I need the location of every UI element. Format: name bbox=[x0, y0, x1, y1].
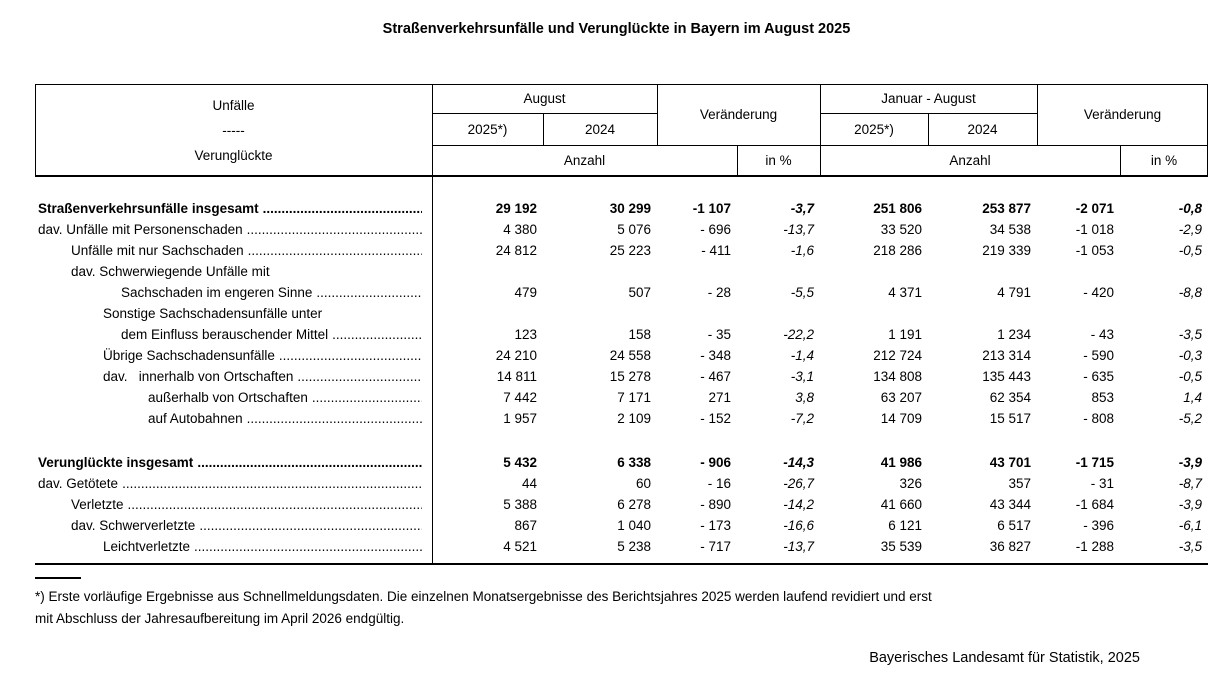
value-cell: 7 171 bbox=[617, 390, 651, 405]
row-label-text: dav. innerhalb von Ortschaften bbox=[103, 369, 294, 384]
value-cell: 6 517 bbox=[997, 518, 1031, 533]
value-cell: 135 443 bbox=[982, 369, 1031, 384]
dot-leader bbox=[316, 282, 422, 303]
value-cell: 1 191 bbox=[888, 327, 922, 342]
value-cell: -3,7 bbox=[790, 201, 814, 216]
dot-leader bbox=[247, 219, 422, 240]
value-cell: -1,6 bbox=[790, 243, 814, 258]
header-stub-verungglueckte: Verunglückte bbox=[194, 147, 273, 163]
footnote-line-2: mit Abschluss der Jahresaufbereitung im April 2026 endgültig. bbox=[35, 610, 405, 626]
value-cell: 253 877 bbox=[982, 201, 1031, 216]
value-cell: - 173 bbox=[700, 518, 731, 533]
row-label bbox=[35, 324, 432, 345]
value-cell: 15 517 bbox=[989, 411, 1031, 426]
value-cell: - 890 bbox=[700, 497, 731, 512]
value-cell bbox=[1037, 303, 1120, 324]
value-cell: 44 bbox=[521, 476, 537, 491]
value-cell bbox=[543, 261, 657, 282]
value-cell: - 906 bbox=[700, 455, 731, 470]
value-cell: -1 107 bbox=[692, 201, 731, 216]
row-label-text: dav. Schwerwiegende Unfälle mit bbox=[71, 264, 270, 279]
footnote-line-1: *) Erste vorläufige Ergebnisse aus Schnellmeldungsdaten. Die einzelnen Monatsergebnisse des Berichtsjahres 2025 werden laufend revidiert und erst bbox=[35, 589, 932, 604]
value-cell: -13,7 bbox=[783, 222, 814, 237]
dot-leader bbox=[128, 494, 422, 515]
header-august: August bbox=[523, 91, 566, 106]
value-cell: -22,2 bbox=[783, 327, 814, 342]
row-label bbox=[35, 515, 432, 536]
value-cell: -13,7 bbox=[783, 539, 814, 554]
table-rule bbox=[35, 563, 1208, 565]
value-cell: 63 207 bbox=[880, 390, 922, 405]
page-title: Straßenverkehrsunfälle und Verunglückte in Bayern im August 2025 bbox=[382, 21, 851, 37]
value-cell: 1 040 bbox=[617, 518, 651, 533]
value-cell: 35 539 bbox=[880, 539, 922, 554]
value-cell bbox=[657, 261, 737, 282]
value-cell: 326 bbox=[899, 476, 922, 491]
table-row bbox=[35, 473, 1208, 494]
value-cell: -7,2 bbox=[790, 411, 814, 426]
value-cell bbox=[820, 303, 928, 324]
value-cell: -8,8 bbox=[1178, 285, 1202, 300]
value-cell: 479 bbox=[514, 285, 537, 300]
table-row bbox=[35, 366, 1208, 387]
value-cell: 34 538 bbox=[989, 222, 1031, 237]
value-cell: 4 380 bbox=[503, 222, 537, 237]
value-cell: 219 339 bbox=[982, 243, 1031, 258]
row-label-text: Sachschaden im engeren Sinne bbox=[121, 285, 313, 300]
value-cell: - 396 bbox=[1083, 518, 1114, 533]
header-col-ja-2025: 2025*) bbox=[854, 121, 894, 137]
table-row-spacer bbox=[35, 429, 1208, 452]
table-row bbox=[35, 324, 1208, 345]
row-label-text: dav. Unfälle mit Personenschaden bbox=[38, 222, 243, 237]
value-cell: -16,6 bbox=[783, 518, 814, 533]
value-cell bbox=[737, 261, 820, 282]
table-row bbox=[35, 408, 1208, 429]
value-cell: - 411 bbox=[701, 243, 731, 258]
value-cell: 60 bbox=[635, 476, 651, 491]
dot-leader bbox=[279, 345, 422, 366]
table-row bbox=[35, 261, 1208, 282]
value-cell: - 16 bbox=[707, 476, 731, 491]
row-label-text: Sonstige Sachschadensunfälle unter bbox=[103, 306, 323, 321]
value-cell: 30 299 bbox=[609, 201, 651, 216]
value-cell: 6 338 bbox=[617, 455, 651, 470]
value-cell: -1 715 bbox=[1075, 455, 1114, 470]
row-label bbox=[35, 345, 432, 366]
row-label-text: dav. Getötete bbox=[38, 476, 119, 491]
value-cell: 15 278 bbox=[609, 369, 651, 384]
value-cell: 1 957 bbox=[503, 411, 537, 426]
table-row bbox=[35, 387, 1208, 408]
value-cell: 41 986 bbox=[880, 455, 922, 470]
dot-leader bbox=[248, 240, 422, 261]
value-cell: -3,5 bbox=[1178, 327, 1202, 342]
table-row bbox=[35, 494, 1208, 515]
value-cell: -0,3 bbox=[1178, 348, 1202, 363]
value-cell: 24 558 bbox=[609, 348, 651, 363]
value-cell: -5,5 bbox=[790, 285, 814, 300]
value-cell: -5,2 bbox=[1178, 411, 1202, 426]
value-cell: -1 018 bbox=[1075, 222, 1114, 237]
header-anzahl-januar-august: Anzahl bbox=[949, 152, 991, 168]
table-row bbox=[35, 515, 1208, 536]
value-cell: 36 827 bbox=[989, 539, 1031, 554]
row-label bbox=[35, 452, 432, 473]
value-cell: -1 053 bbox=[1075, 243, 1114, 258]
value-cell: - 590 bbox=[1083, 348, 1114, 363]
value-cell: 251 806 bbox=[873, 201, 922, 216]
header-col-aug-2024: 2024 bbox=[584, 121, 616, 137]
row-label-text: dav. Schwerverletzte bbox=[71, 518, 196, 533]
value-cell: 62 354 bbox=[989, 390, 1031, 405]
value-cell: 213 314 bbox=[982, 348, 1031, 363]
value-cell: -1 288 bbox=[1075, 539, 1114, 554]
row-label bbox=[35, 408, 432, 429]
row-label bbox=[35, 219, 432, 240]
table-row bbox=[35, 282, 1208, 303]
row-label bbox=[35, 198, 432, 219]
header-stub bbox=[35, 85, 432, 175]
value-cell: -3,5 bbox=[1178, 539, 1202, 554]
row-label bbox=[35, 494, 432, 515]
dot-leader bbox=[297, 366, 422, 387]
dot-leader bbox=[199, 515, 422, 536]
header-change-august: Veränderung bbox=[699, 107, 778, 122]
value-cell: - 635 bbox=[1083, 369, 1114, 384]
value-cell: 218 286 bbox=[873, 243, 922, 258]
value-cell: -3,9 bbox=[1178, 455, 1202, 470]
value-cell: -6,1 bbox=[1178, 518, 1202, 533]
value-cell bbox=[1037, 261, 1120, 282]
value-cell: 3,8 bbox=[795, 390, 814, 405]
value-cell: - 152 bbox=[700, 411, 731, 426]
row-label-text: auf Autobahnen bbox=[148, 411, 243, 426]
value-cell: - 43 bbox=[1090, 327, 1114, 342]
value-cell: 7 442 bbox=[503, 390, 537, 405]
dot-leader bbox=[197, 452, 422, 473]
credit-line: Bayerisches Landesamt für Statistik, 2025 bbox=[869, 650, 1140, 666]
row-label bbox=[35, 473, 432, 494]
value-cell bbox=[657, 303, 737, 324]
header-stub-unfaelle: Unfälle bbox=[212, 97, 255, 113]
value-cell: 25 223 bbox=[609, 243, 651, 258]
value-cell: -2 071 bbox=[1075, 201, 1114, 216]
row-label-text: Leichtverletzte bbox=[103, 539, 191, 554]
table-row bbox=[35, 198, 1208, 219]
row-label bbox=[35, 536, 432, 557]
header-change-januar-august: Veränderung bbox=[1083, 107, 1162, 122]
value-cell: - 696 bbox=[700, 222, 731, 237]
value-cell: -1 684 bbox=[1075, 497, 1114, 512]
value-cell: 6 121 bbox=[888, 518, 922, 533]
value-cell: 507 bbox=[628, 285, 651, 300]
value-cell bbox=[1120, 303, 1208, 324]
row-label bbox=[35, 282, 432, 303]
value-cell: - 467 bbox=[700, 369, 731, 384]
value-cell: 29 192 bbox=[495, 201, 537, 216]
value-cell: -14,2 bbox=[783, 497, 814, 512]
table-row bbox=[35, 219, 1208, 240]
value-cell: -0,5 bbox=[1178, 369, 1202, 384]
table-row bbox=[35, 240, 1208, 261]
value-cell: 6 278 bbox=[617, 497, 651, 512]
value-cell: 14 709 bbox=[880, 411, 922, 426]
value-cell bbox=[1120, 261, 1208, 282]
row-label bbox=[35, 303, 432, 324]
value-cell: 4 791 bbox=[997, 285, 1031, 300]
value-cell: 4 521 bbox=[503, 539, 537, 554]
header-januar-august: Januar - August bbox=[881, 91, 976, 106]
header-in-pct-januar-august: in % bbox=[1150, 152, 1178, 168]
table-row bbox=[35, 303, 1208, 324]
value-cell: 357 bbox=[1008, 476, 1031, 491]
row-label bbox=[35, 387, 432, 408]
value-cell: 158 bbox=[628, 327, 651, 342]
value-cell: 5 238 bbox=[617, 539, 651, 554]
dot-leader bbox=[247, 408, 422, 429]
table-row bbox=[35, 452, 1208, 473]
header-col-aug-2025: 2025*) bbox=[467, 121, 508, 137]
value-cell: 5 388 bbox=[503, 497, 537, 512]
value-cell: - 28 bbox=[707, 285, 731, 300]
header-col-ja-2024: 2024 bbox=[967, 121, 998, 137]
row-label-text: Unfälle mit nur Sachschaden bbox=[71, 243, 244, 258]
value-cell: -3,9 bbox=[1178, 497, 1202, 512]
table-body bbox=[35, 177, 1208, 557]
value-cell: 1 234 bbox=[997, 327, 1031, 342]
value-cell: 271 bbox=[708, 390, 731, 405]
value-cell: 867 bbox=[514, 518, 537, 533]
value-cell: 123 bbox=[514, 327, 537, 342]
table-row bbox=[35, 536, 1208, 557]
value-cell: - 420 bbox=[1083, 285, 1114, 300]
dot-leader bbox=[122, 473, 422, 494]
value-cell: -0,5 bbox=[1178, 243, 1202, 258]
value-cell: -26,7 bbox=[783, 476, 814, 491]
value-cell: 43 344 bbox=[989, 497, 1031, 512]
row-label-text: Verletzte bbox=[71, 497, 124, 512]
dot-leader bbox=[263, 198, 422, 219]
value-cell: -14,3 bbox=[783, 455, 814, 470]
value-cell: 212 724 bbox=[873, 348, 922, 363]
value-cell bbox=[432, 261, 543, 282]
row-label bbox=[35, 240, 432, 261]
value-cell bbox=[432, 303, 543, 324]
header-anzahl-august: Anzahl bbox=[563, 152, 606, 168]
value-cell: - 717 bbox=[700, 539, 731, 554]
value-cell: -3,1 bbox=[790, 369, 814, 384]
row-label-text: Übrige Sachschadensunfälle bbox=[103, 348, 275, 363]
value-cell: 5 076 bbox=[617, 222, 651, 237]
value-cell: 24 210 bbox=[495, 348, 537, 363]
value-cell: - 31 bbox=[1090, 476, 1114, 491]
value-cell: 134 808 bbox=[873, 369, 922, 384]
dot-leader bbox=[332, 324, 422, 345]
row-label-text: Verunglückte insgesamt bbox=[38, 455, 194, 470]
dot-leader bbox=[312, 387, 422, 408]
dot-leader bbox=[194, 536, 422, 557]
value-cell: 853 bbox=[1091, 390, 1114, 405]
value-cell: 2 109 bbox=[617, 411, 651, 426]
row-label-text: außerhalb von Ortschaften bbox=[148, 390, 308, 405]
footnote bbox=[35, 586, 932, 629]
row-label-text: dem Einfluss berauschender Mittel bbox=[121, 327, 329, 342]
value-cell bbox=[928, 261, 1037, 282]
value-cell: -8,7 bbox=[1178, 476, 1202, 491]
header-in-pct-august: in % bbox=[765, 152, 792, 168]
value-cell: 1,4 bbox=[1183, 390, 1202, 405]
value-cell: 33 520 bbox=[880, 222, 922, 237]
value-cell: 14 811 bbox=[496, 369, 537, 384]
row-label bbox=[35, 366, 432, 387]
value-cell: -2,9 bbox=[1178, 222, 1202, 237]
row-label bbox=[35, 261, 432, 282]
value-cell bbox=[737, 303, 820, 324]
accidents-table bbox=[35, 84, 1208, 565]
table-row bbox=[35, 345, 1208, 366]
value-cell: -0,8 bbox=[1178, 201, 1202, 216]
value-cell bbox=[928, 303, 1037, 324]
row-label-text: Straßenverkehrsunfälle insgesamt bbox=[38, 201, 259, 216]
footnote-rule bbox=[35, 577, 81, 579]
value-cell: - 348 bbox=[700, 348, 731, 363]
value-cell: - 808 bbox=[1083, 411, 1114, 426]
value-cell: 4 371 bbox=[888, 285, 922, 300]
value-cell: 41 660 bbox=[880, 497, 922, 512]
value-cell: 43 701 bbox=[989, 455, 1031, 470]
value-cell: -1,4 bbox=[790, 348, 814, 363]
value-cell bbox=[820, 261, 928, 282]
value-cell: - 35 bbox=[707, 327, 731, 342]
value-cell: 24 812 bbox=[495, 243, 537, 258]
header-stub-divider: ----- bbox=[222, 122, 245, 138]
value-cell bbox=[543, 303, 657, 324]
value-cell: 5 432 bbox=[503, 455, 537, 470]
